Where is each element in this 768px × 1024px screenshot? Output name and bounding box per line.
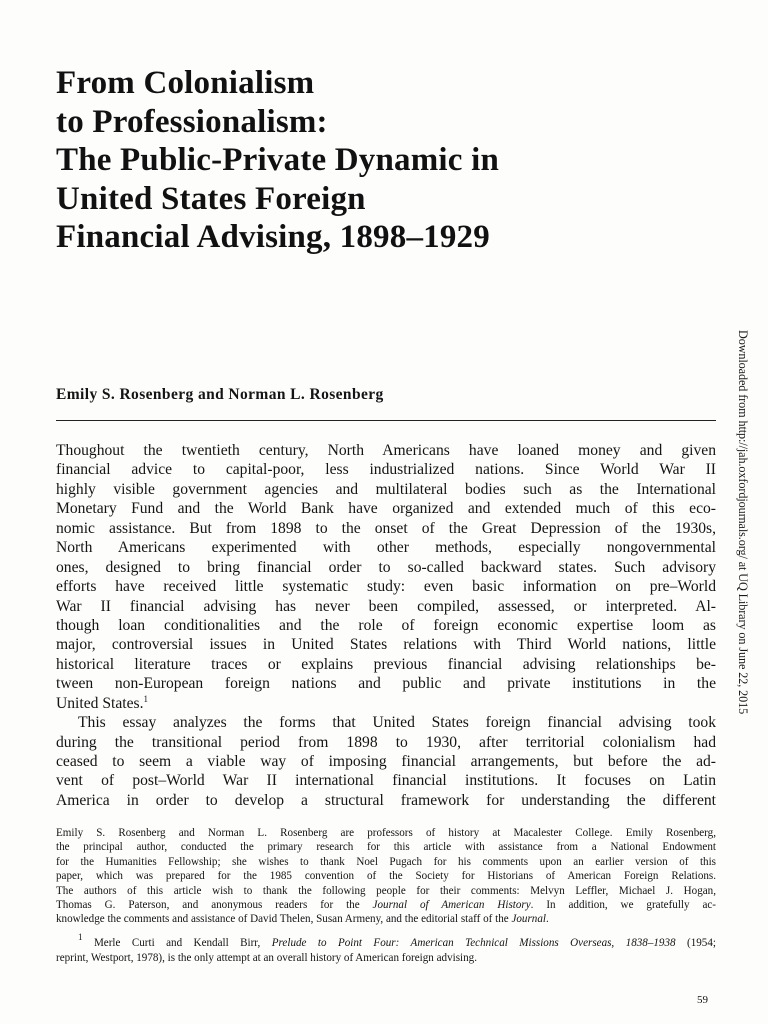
body-line: Monetary Fund and the World Bank have organized and extended much of this eco- <box>56 500 716 518</box>
author-note-line: Thomas G. Paterson, and anonymous readers for the Journal of American History. In addition, we gratefully ac- <box>56 898 716 911</box>
author-note-line: for the Humanities Fellowship; she wishes to thank Noel Pugach for his comments upon an earlier version of this <box>56 855 716 868</box>
title-line: United States Foreign <box>56 180 366 217</box>
watermark-link[interactable]: http://jah.oxfordjournals.org/ <box>736 420 750 559</box>
body-line: during the transitional period from 1898 to 1930, after territorial colonialism had <box>56 733 716 751</box>
body-line: efforts have received little systematic study: even basic information on pre–World <box>56 578 716 596</box>
body-line: nomic assistance. But from 1898 to the onset of the Great Depression of the 1930s, <box>56 519 716 537</box>
body-line: historical literature traces or explains previous financial advising relationships be- <box>56 655 716 673</box>
footnote-reference[interactable]: 1 <box>143 693 148 704</box>
body-line: though loan conditionalities and the role of foreign economic expertise loom as <box>56 616 716 634</box>
footnote <box>56 932 716 966</box>
watermark-prefix: Downloaded from <box>736 330 750 421</box>
download-watermark <box>735 330 750 714</box>
author-note <box>56 826 716 927</box>
body-line: major, controversial issues in United States relations with Third World nations, little <box>56 636 716 654</box>
author-note-line: The authors of this article wish to thank the following people for their comments: Melvyn Leffler, Michael J. Hogan, <box>56 884 716 897</box>
title-line: The Public-Private Dynamic in <box>56 142 500 178</box>
journal-title: Journal <box>511 913 546 926</box>
title-line: to Professionalism: <box>56 103 328 140</box>
body-line <box>56 694 716 713</box>
body-line-text: United States. <box>56 694 144 712</box>
title-line: Financial Advising, 1898–1929 <box>56 219 490 255</box>
author-byline: Emily S. Rosenberg and Norman L. Rosenberg <box>56 386 384 403</box>
footnote-line: reprint, Westport, 1978), is the only attempt at an overall history of American foreign advising. <box>56 952 477 964</box>
footnote-authors: Merle Curti and Kendall Birr, <box>93 937 261 949</box>
body-line: This essay analyzes the forms that United States foreign financial advising took <box>78 714 716 732</box>
body-line: financial advice to capital-poor, less industrialized nations. Since World War II <box>56 461 716 479</box>
footnote-book-title: Prelude to Point Four: American Technical Missions Overseas, 1838–1938 <box>271 937 676 949</box>
body-line: vent of post–World War II international financial institutions. It focuses on Latin <box>56 772 716 790</box>
title-line: From Colonialism <box>56 65 315 101</box>
journal-title: Journal of American History <box>372 898 531 911</box>
title-divider <box>56 420 716 421</box>
author-note-line: knowledge the comments and assistance of David Thelen, Susan Armeny, and the editorial staff of the Journal. <box>56 913 549 926</box>
author-note-line: paper, which was prepared for the 1985 convention of the Society for Historians of American Foreign Relations. <box>56 870 716 883</box>
article-body <box>56 441 716 810</box>
author-note-line: Emily S. Rosenberg and Norman L. Rosenberg are professors of history at Macalester College. Emily Rosenberg, <box>56 827 716 839</box>
article-title <box>56 64 656 257</box>
body-line: North Americans experimented with other methods, especially nongovernmental <box>56 539 716 557</box>
body-line: highly visible government agencies and multilateral bodies such as the International <box>56 480 716 498</box>
body-line: tween non-European foreign nations and public and private institutions in the <box>56 675 716 693</box>
footnote-year: (1954; <box>687 937 716 949</box>
author-note-line: the principal author, conducted the primary research for this article with assistance from a National Endowment <box>56 841 716 854</box>
body-line: War II financial advising has never been compiled, assessed, or interpreted. Al- <box>56 597 716 615</box>
page-number: 59 <box>697 994 708 1006</box>
footnote-number: 1 <box>78 932 83 942</box>
watermark-suffix: at UQ Library on June 22, 2015 <box>736 558 750 715</box>
body-line: ones, designed to bring financial order to so-called backward states. Such advisory <box>56 558 716 576</box>
footnote-line <box>56 932 716 951</box>
body-line: Thoughout the twentieth century, North Americans have loaned money and given <box>56 442 716 459</box>
body-line: America in order to develop a structural framework for understanding the different <box>56 791 716 809</box>
body-line: ceased to seem a viable way of imposing financial arrangements, but before the ad- <box>56 753 716 770</box>
